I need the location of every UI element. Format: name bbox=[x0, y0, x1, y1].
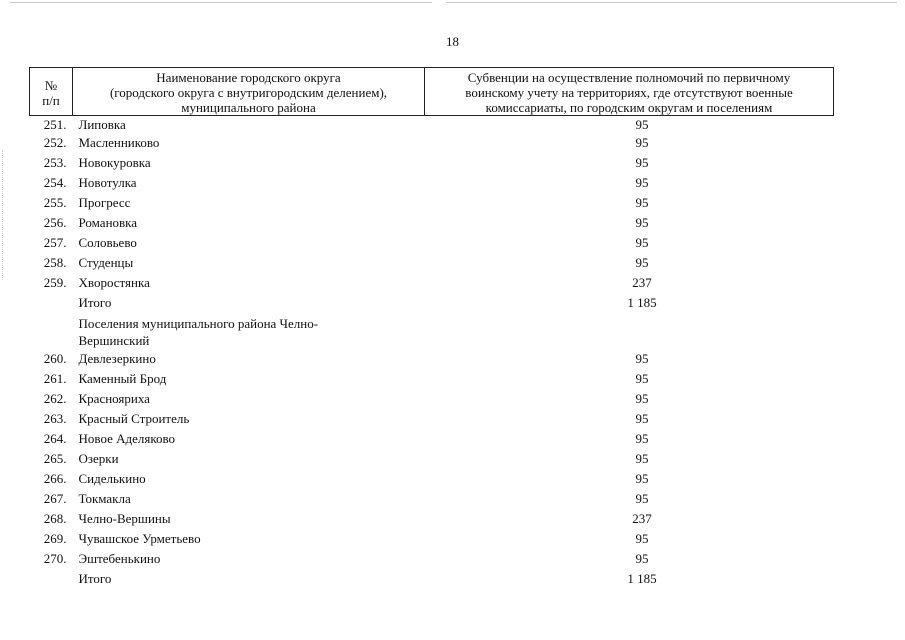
row-number: 260. bbox=[43, 351, 67, 366]
table-row bbox=[30, 273, 834, 293]
table-row bbox=[30, 233, 834, 253]
row-value: 95 bbox=[635, 195, 649, 210]
row-number: 263. bbox=[43, 411, 67, 426]
table-row bbox=[30, 489, 834, 509]
section-title-line: Вершинский bbox=[78, 333, 150, 348]
row-number: 251. bbox=[43, 117, 67, 132]
header-number-line: № bbox=[44, 77, 58, 93]
table-row bbox=[30, 173, 834, 193]
row-number: 259. bbox=[43, 275, 67, 290]
row-name: Челно-Вершины bbox=[78, 511, 171, 526]
subvention-table bbox=[29, 67, 834, 589]
row-value: 95 bbox=[635, 155, 649, 170]
row-value bbox=[425, 313, 834, 349]
table-row bbox=[30, 116, 834, 134]
table-row bbox=[30, 389, 834, 409]
row-value: 95 bbox=[635, 175, 649, 190]
row-name: Озерки bbox=[78, 451, 119, 466]
row-value: 95 bbox=[635, 411, 649, 426]
row-number: 256. bbox=[43, 215, 67, 230]
row-value: 95 bbox=[635, 215, 649, 230]
row-number bbox=[30, 569, 73, 589]
row-value: 95 bbox=[635, 451, 649, 466]
row-number: 268. bbox=[43, 511, 67, 526]
total-row bbox=[30, 293, 834, 313]
row-value: 95 bbox=[635, 551, 649, 566]
row-value: 95 bbox=[635, 235, 649, 250]
row-name: Девлезеркино bbox=[78, 351, 156, 366]
table-row bbox=[30, 409, 834, 429]
row-name: Липовка bbox=[78, 117, 126, 132]
row-value: 95 bbox=[635, 135, 649, 150]
row-number: 270. bbox=[43, 551, 67, 566]
row-value: 1 185 bbox=[627, 295, 657, 310]
row-value: 95 bbox=[635, 491, 649, 506]
row-name: Каменный Брод bbox=[78, 371, 167, 386]
row-name: Краснояриха bbox=[78, 391, 150, 406]
row-number: 261. bbox=[43, 371, 67, 386]
row-value: 95 bbox=[635, 117, 649, 132]
table-row bbox=[30, 529, 834, 549]
section-row bbox=[30, 313, 834, 349]
border-gap bbox=[432, 0, 446, 5]
table-row bbox=[30, 253, 834, 273]
row-value: 237 bbox=[632, 511, 652, 526]
row-number: 252. bbox=[43, 135, 67, 150]
row-value: 95 bbox=[635, 471, 649, 486]
table-row bbox=[30, 193, 834, 213]
row-number: 255. bbox=[43, 195, 67, 210]
header-subvention-line: воинскому учету на территориях, где отсутствуют военные bbox=[465, 85, 793, 100]
row-name: Новое Аделяково bbox=[78, 431, 176, 446]
header-subvention-line: Субвенции на осуществление полномочий по первичному bbox=[467, 70, 791, 85]
row-number: 266. bbox=[43, 471, 67, 486]
row-name: Итого bbox=[78, 295, 112, 310]
row-number: 267. bbox=[43, 491, 67, 506]
row-number bbox=[30, 313, 73, 349]
row-number: 262. bbox=[43, 391, 67, 406]
row-name: Красный Строитель bbox=[78, 411, 190, 426]
page-top-border bbox=[10, 2, 897, 3]
row-name: Студенцы bbox=[78, 255, 134, 270]
header-number bbox=[30, 68, 73, 116]
row-value: 95 bbox=[635, 255, 649, 270]
row-number: 269. bbox=[43, 531, 67, 546]
row-value: 1 185 bbox=[627, 571, 657, 586]
table-header bbox=[30, 68, 834, 116]
table-row bbox=[30, 449, 834, 469]
row-value: 95 bbox=[635, 371, 649, 386]
table-row bbox=[30, 369, 834, 389]
table-row bbox=[30, 469, 834, 489]
table-row bbox=[30, 133, 834, 153]
page-number: 18 bbox=[446, 34, 459, 49]
header-subvention-line: комиссариаты, по городским округам и поселениям bbox=[485, 100, 773, 115]
row-name: Романовка bbox=[78, 215, 138, 230]
table-row bbox=[30, 429, 834, 449]
row-number: 257. bbox=[43, 235, 67, 250]
row-name: Новокуровка bbox=[78, 155, 151, 170]
header-number-line: п/п bbox=[42, 92, 60, 108]
page-left-border bbox=[2, 150, 3, 280]
row-name bbox=[73, 313, 425, 349]
row-number: 254. bbox=[43, 175, 67, 190]
table-row bbox=[30, 509, 834, 529]
row-value: 237 bbox=[632, 275, 652, 290]
header-name-line: Наименование городского округа bbox=[156, 70, 341, 85]
row-name: Токмакла bbox=[78, 491, 131, 506]
row-name: Новотулка bbox=[78, 175, 137, 190]
row-number bbox=[30, 293, 73, 313]
header-subvention bbox=[425, 68, 834, 116]
row-number: 265. bbox=[43, 451, 67, 466]
row-name: Прогресс bbox=[78, 195, 131, 210]
row-number: 258. bbox=[43, 255, 67, 270]
row-name: Соловьево bbox=[78, 235, 137, 250]
total-row bbox=[30, 569, 834, 589]
row-value: 95 bbox=[635, 431, 649, 446]
row-value: 95 bbox=[635, 351, 649, 366]
table-body bbox=[30, 116, 834, 590]
section-title-line: Поселения муниципального района Челно- bbox=[78, 316, 319, 331]
row-name: Сиделькино bbox=[78, 471, 146, 486]
header-name bbox=[73, 68, 425, 116]
row-name: Эштебенькино bbox=[78, 551, 161, 566]
row-number: 264. bbox=[43, 431, 67, 446]
row-name: Хворостянка bbox=[78, 275, 150, 290]
header-name-line: муниципального района bbox=[181, 100, 316, 115]
table-row bbox=[30, 153, 834, 173]
row-name: Чувашское Урметьево bbox=[78, 531, 201, 546]
table-row bbox=[30, 349, 834, 369]
row-number: 253. bbox=[43, 155, 67, 170]
row-value: 95 bbox=[635, 391, 649, 406]
table-row bbox=[30, 213, 834, 233]
header-row bbox=[30, 68, 834, 116]
row-value: 95 bbox=[635, 531, 649, 546]
header-name-line: (городского округа с внутригородским делением), bbox=[109, 85, 388, 100]
table-row bbox=[30, 549, 834, 569]
row-name: Итого bbox=[78, 571, 112, 586]
row-name: Масленниково bbox=[78, 135, 160, 150]
